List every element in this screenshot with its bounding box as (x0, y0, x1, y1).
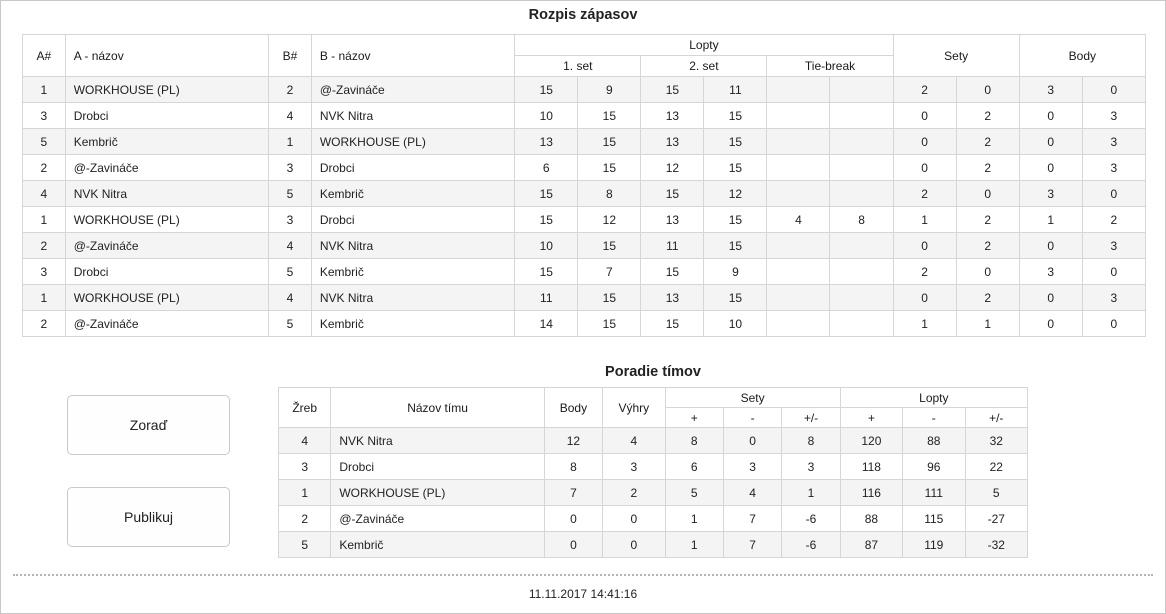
match-tiebreak-b (830, 311, 893, 337)
standings-title: Poradie tímov (605, 364, 701, 380)
match-tiebreak-b: 8 (830, 207, 893, 233)
match-sets-b: 0 (956, 259, 1019, 285)
match-a-seed: 1 (23, 207, 66, 233)
match-a-team: @-Zavináče (65, 311, 268, 337)
matches-table-body (23, 77, 1146, 337)
match-set1-b: 15 (578, 311, 641, 337)
col-balls-minus: - (903, 408, 965, 428)
standings-sets-diff: -6 (782, 532, 840, 558)
col-seed: Žreb (279, 388, 331, 428)
match-tiebreak-a (767, 103, 830, 129)
match-set2-b: 15 (704, 285, 767, 311)
match-a-team: @-Zavináče (65, 155, 268, 181)
col-group-balls: Lopty (515, 35, 893, 56)
match-points-b: 0 (1082, 259, 1145, 285)
col-sets-minus: - (723, 408, 781, 428)
match-sets-b: 2 (956, 129, 1019, 155)
standings-balls-plus: 88 (840, 506, 902, 532)
match-b-seed: 5 (269, 181, 312, 207)
match-sets-a: 2 (893, 77, 956, 103)
match-tiebreak-b (830, 129, 893, 155)
match-set2-b: 15 (704, 207, 767, 233)
match-tiebreak-a (767, 77, 830, 103)
col-points: Body (544, 388, 602, 428)
standings-sets-diff: 8 (782, 428, 840, 454)
match-a-team: WORKHOUSE (PL) (65, 285, 268, 311)
standings-balls-diff: 22 (965, 454, 1028, 480)
col-sets-plus: + (665, 408, 723, 428)
standings-balls-minus: 115 (903, 506, 965, 532)
match-a-seed: 5 (23, 129, 66, 155)
table-row (279, 428, 1028, 454)
standings-sets-plus: 1 (665, 532, 723, 558)
standings-team: WORKHOUSE (PL) (331, 480, 544, 506)
match-a-team: WORKHOUSE (PL) (65, 207, 268, 233)
match-sets-a: 0 (893, 103, 956, 129)
standings-sets-plus: 1 (665, 506, 723, 532)
match-set2-b: 9 (704, 259, 767, 285)
match-sets-b: 2 (956, 233, 1019, 259)
match-a-seed: 3 (23, 103, 66, 129)
standings-table (278, 387, 1028, 558)
standings-wins: 0 (603, 506, 665, 532)
match-points-a: 0 (1019, 285, 1082, 311)
standings-points: 12 (544, 428, 602, 454)
match-b-seed: 5 (269, 311, 312, 337)
col-team: Názov tímu (331, 388, 544, 428)
match-tiebreak-a (767, 181, 830, 207)
matches-table-container (22, 34, 1146, 337)
standings-sets-minus: 7 (723, 506, 781, 532)
match-points-a: 0 (1019, 233, 1082, 259)
standings-header-row-1 (279, 388, 1028, 408)
match-set1-b: 12 (578, 207, 641, 233)
match-set1-b: 9 (578, 77, 641, 103)
standings-balls-plus: 87 (840, 532, 902, 558)
match-set2-a: 13 (641, 207, 704, 233)
match-tiebreak-b (830, 233, 893, 259)
match-tiebreak-b (830, 181, 893, 207)
table-row (23, 259, 1146, 285)
col-b-num: B# (269, 35, 312, 77)
match-set2-a: 13 (641, 103, 704, 129)
matches-header-row-1 (23, 35, 1146, 56)
standings-table-container (278, 387, 1028, 558)
footer-divider (13, 574, 1153, 576)
match-set1-a: 11 (515, 285, 578, 311)
standings-balls-diff: -32 (965, 532, 1028, 558)
match-sets-a: 1 (893, 207, 956, 233)
match-points-b: 3 (1082, 129, 1145, 155)
match-sets-a: 0 (893, 129, 956, 155)
match-points-b: 3 (1082, 103, 1145, 129)
standings-balls-minus: 96 (903, 454, 965, 480)
match-set2-a: 15 (641, 259, 704, 285)
match-tiebreak-a (767, 259, 830, 285)
match-b-seed: 5 (269, 259, 312, 285)
standings-balls-diff: -27 (965, 506, 1028, 532)
footer-timestamp: 11.11.2017 14:41:16 (528, 587, 638, 601)
match-a-seed: 1 (23, 77, 66, 103)
col-sets-diff: +/- (782, 408, 840, 428)
match-b-team: Kembrič (311, 259, 514, 285)
standings-balls-diff: 32 (965, 428, 1028, 454)
match-points-a: 0 (1019, 129, 1082, 155)
standings-sets-minus: 4 (723, 480, 781, 506)
standings-wins: 2 (603, 480, 665, 506)
match-b-seed: 4 (269, 285, 312, 311)
standings-balls-plus: 120 (840, 428, 902, 454)
standings-sets-diff: -6 (782, 506, 840, 532)
match-set1-b: 8 (578, 181, 641, 207)
match-sets-a: 2 (893, 181, 956, 207)
match-sets-b: 0 (956, 181, 1019, 207)
match-points-b: 3 (1082, 155, 1145, 181)
match-sets-b: 2 (956, 103, 1019, 129)
match-b-seed: 3 (269, 207, 312, 233)
match-tiebreak-b (830, 77, 893, 103)
match-set1-a: 15 (515, 259, 578, 285)
match-b-seed: 3 (269, 155, 312, 181)
match-a-team: @-Zavináče (65, 233, 268, 259)
match-sets-a: 0 (893, 285, 956, 311)
standings-team: NVK Nitra (331, 428, 544, 454)
col-group-sets: Sety (665, 388, 840, 408)
match-a-seed: 2 (23, 155, 66, 181)
match-sets-b: 2 (956, 285, 1019, 311)
match-sets-b: 2 (956, 155, 1019, 181)
match-set2-b: 15 (704, 155, 767, 181)
match-points-b: 0 (1082, 181, 1145, 207)
table-row (279, 454, 1028, 480)
match-tiebreak-a (767, 285, 830, 311)
match-set1-a: 10 (515, 233, 578, 259)
match-a-seed: 1 (23, 285, 66, 311)
standings-sets-plus: 6 (665, 454, 723, 480)
match-set2-a: 11 (641, 233, 704, 259)
match-set2-b: 11 (704, 77, 767, 103)
standings-wins: 3 (603, 454, 665, 480)
match-set2-b: 15 (704, 233, 767, 259)
match-sets-a: 1 (893, 311, 956, 337)
match-tiebreak-a (767, 155, 830, 181)
match-b-team: NVK Nitra (311, 233, 514, 259)
standings-sets-plus: 5 (665, 480, 723, 506)
match-tiebreak-a (767, 233, 830, 259)
match-points-a: 3 (1019, 181, 1082, 207)
match-set1-b: 15 (578, 129, 641, 155)
standings-points: 7 (544, 480, 602, 506)
standings-sets-plus: 8 (665, 428, 723, 454)
match-sets-b: 1 (956, 311, 1019, 337)
col-tiebreak: Tie-break (767, 56, 893, 77)
standings-points: 8 (544, 454, 602, 480)
match-tiebreak-b (830, 103, 893, 129)
match-tiebreak-a (767, 129, 830, 155)
standings-seed: 4 (279, 428, 331, 454)
match-set2-b: 15 (704, 103, 767, 129)
match-b-team: Drobci (311, 155, 514, 181)
match-points-a: 1 (1019, 207, 1082, 233)
table-row (23, 129, 1146, 155)
standings-seed: 1 (279, 480, 331, 506)
match-points-b: 0 (1082, 77, 1145, 103)
standings-sets-minus: 0 (723, 428, 781, 454)
standings-team: @-Zavináče (331, 506, 544, 532)
standings-wins: 4 (603, 428, 665, 454)
col-balls-plus: + (840, 408, 902, 428)
match-set2-a: 15 (641, 77, 704, 103)
match-points-b: 0 (1082, 311, 1145, 337)
match-tiebreak-b (830, 259, 893, 285)
match-set2-b: 10 (704, 311, 767, 337)
standings-team: Drobci (331, 454, 544, 480)
match-a-seed: 4 (23, 181, 66, 207)
publish-button[interactable]: Publikuj (67, 487, 230, 547)
match-set1-b: 7 (578, 259, 641, 285)
standings-table-body (279, 428, 1028, 558)
match-a-seed: 2 (23, 233, 66, 259)
match-set1-a: 6 (515, 155, 578, 181)
standings-balls-minus: 119 (903, 532, 965, 558)
col-group-points: Body (1019, 35, 1145, 77)
standings-table-head (279, 388, 1028, 428)
match-b-team: NVK Nitra (311, 285, 514, 311)
match-b-team: Kembrič (311, 181, 514, 207)
match-b-team: Drobci (311, 207, 514, 233)
col-b-name: B - názov (311, 35, 514, 77)
standings-points: 0 (544, 506, 602, 532)
standings-balls-minus: 111 (903, 480, 965, 506)
standings-sets-minus: 3 (723, 454, 781, 480)
match-tiebreak-b (830, 155, 893, 181)
match-a-team: Kembrič (65, 129, 268, 155)
match-b-seed: 1 (269, 129, 312, 155)
col-group-sets: Sety (893, 35, 1019, 77)
match-a-team: Drobci (65, 103, 268, 129)
col-set2: 2. set (641, 56, 767, 77)
match-b-team: @-Zavináče (311, 77, 514, 103)
col-a-num: A# (23, 35, 66, 77)
standings-balls-plus: 116 (840, 480, 902, 506)
table-row (279, 480, 1028, 506)
match-a-seed: 2 (23, 311, 66, 337)
match-b-team: WORKHOUSE (PL) (311, 129, 514, 155)
table-row (23, 155, 1146, 181)
table-row (23, 233, 1146, 259)
matches-table-head (23, 35, 1146, 77)
match-sets-a: 0 (893, 155, 956, 181)
standings-team: Kembrič (331, 532, 544, 558)
match-points-a: 0 (1019, 311, 1082, 337)
match-set1-b: 15 (578, 103, 641, 129)
standings-sets-diff: 3 (782, 454, 840, 480)
match-tiebreak-a (767, 311, 830, 337)
match-points-a: 0 (1019, 155, 1082, 181)
match-set2-a: 15 (641, 311, 704, 337)
col-set1: 1. set (515, 56, 641, 77)
match-points-b: 3 (1082, 285, 1145, 311)
match-a-seed: 3 (23, 259, 66, 285)
match-set2-b: 12 (704, 181, 767, 207)
match-set1-a: 15 (515, 181, 578, 207)
table-row (23, 311, 1146, 337)
table-row (23, 207, 1146, 233)
match-b-team: Kembrič (311, 311, 514, 337)
match-b-seed: 4 (269, 103, 312, 129)
match-a-team: NVK Nitra (65, 181, 268, 207)
match-set1-a: 15 (515, 207, 578, 233)
table-row (279, 532, 1028, 558)
match-points-b: 3 (1082, 233, 1145, 259)
match-set2-b: 15 (704, 129, 767, 155)
match-b-seed: 4 (269, 233, 312, 259)
col-group-balls: Lopty (840, 388, 1027, 408)
match-set1-b: 15 (578, 233, 641, 259)
standings-balls-plus: 118 (840, 454, 902, 480)
match-set1-a: 15 (515, 77, 578, 103)
match-set1-b: 15 (578, 155, 641, 181)
match-points-a: 3 (1019, 259, 1082, 285)
match-set1-a: 13 (515, 129, 578, 155)
match-points-a: 3 (1019, 77, 1082, 103)
match-sets-b: 0 (956, 77, 1019, 103)
standings-sets-diff: 1 (782, 480, 840, 506)
match-set1-b: 15 (578, 285, 641, 311)
standings-balls-minus: 88 (903, 428, 965, 454)
standings-sets-minus: 7 (723, 532, 781, 558)
match-points-b: 2 (1082, 207, 1145, 233)
sort-button[interactable]: Zoraď (67, 395, 230, 455)
match-set2-a: 15 (641, 181, 704, 207)
matches-table (22, 34, 1146, 337)
standings-seed: 3 (279, 454, 331, 480)
match-sets-a: 2 (893, 259, 956, 285)
match-set2-a: 13 (641, 129, 704, 155)
table-row (23, 77, 1146, 103)
match-set2-a: 12 (641, 155, 704, 181)
col-a-name: A - názov (65, 35, 268, 77)
table-row (279, 506, 1028, 532)
table-row (23, 285, 1146, 311)
match-points-a: 0 (1019, 103, 1082, 129)
match-tiebreak-a: 4 (767, 207, 830, 233)
match-sets-b: 2 (956, 207, 1019, 233)
standings-seed: 5 (279, 532, 331, 558)
table-row (23, 103, 1146, 129)
standings-balls-diff: 5 (965, 480, 1028, 506)
match-a-team: WORKHOUSE (PL) (65, 77, 268, 103)
table-row (23, 181, 1146, 207)
match-set1-a: 14 (515, 311, 578, 337)
col-wins: Výhry (603, 388, 665, 428)
match-sets-a: 0 (893, 233, 956, 259)
match-tiebreak-b (830, 285, 893, 311)
match-set1-a: 10 (515, 103, 578, 129)
match-b-team: NVK Nitra (311, 103, 514, 129)
col-balls-diff: +/- (965, 408, 1028, 428)
match-b-seed: 2 (269, 77, 312, 103)
matches-title: Rozpis zápasov (528, 7, 638, 23)
standings-points: 0 (544, 532, 602, 558)
standings-wins: 0 (603, 532, 665, 558)
standings-seed: 2 (279, 506, 331, 532)
match-set2-a: 13 (641, 285, 704, 311)
match-a-team: Drobci (65, 259, 268, 285)
